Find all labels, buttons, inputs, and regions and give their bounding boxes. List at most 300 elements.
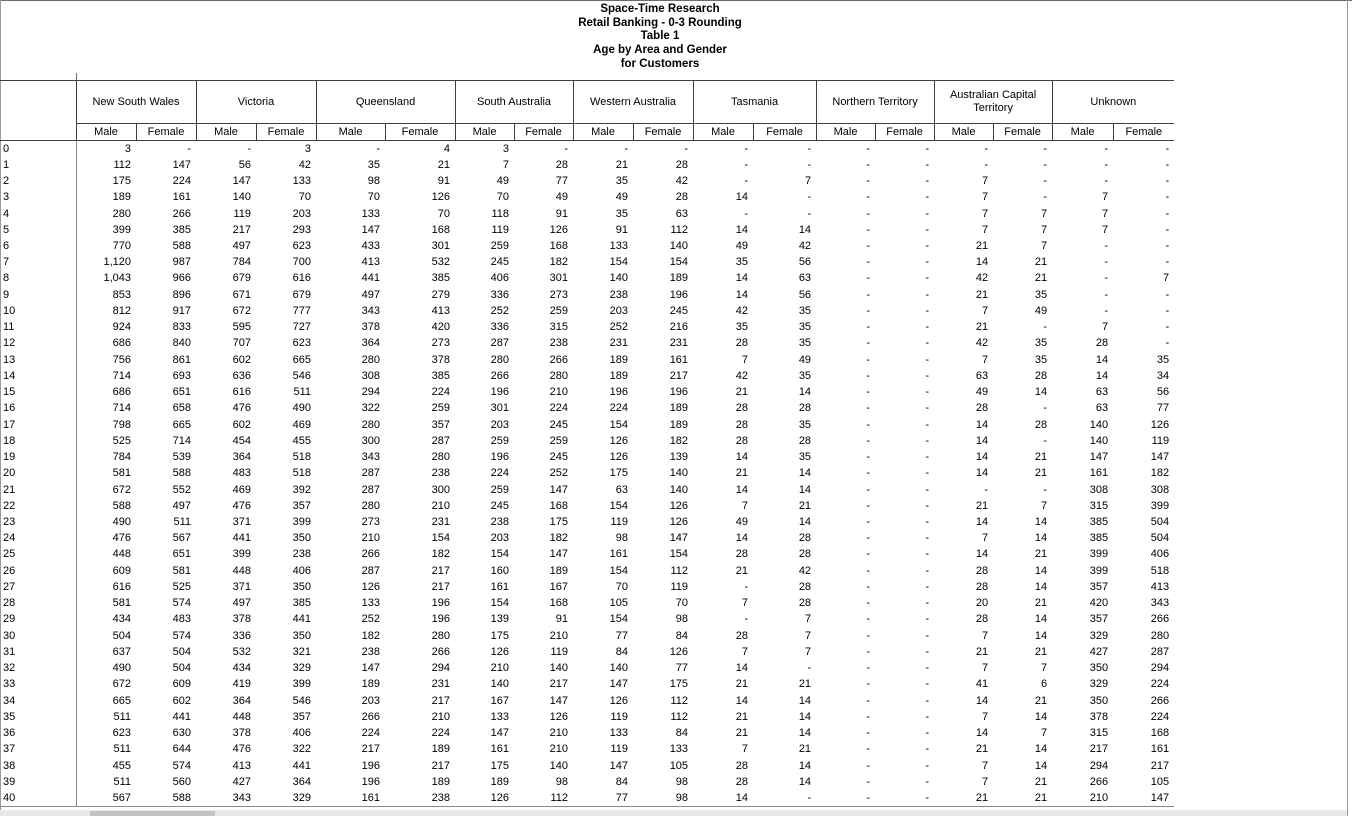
value-cell: - [807,662,812,675]
column-group-header: Unknown [1052,81,1174,124]
value-cell: - [866,451,871,464]
value-cell: 427 [1089,645,1109,658]
value-cell: - [744,207,749,220]
value-cell: 21 [615,158,629,171]
value-cell: 546 [292,694,312,707]
gender-column-header: Female [753,124,816,141]
value-cell: - [925,629,930,642]
value-cell: 245 [549,451,569,464]
value-cell: 413 [1150,580,1170,593]
title-line-app: Space-Time Research [600,3,720,15]
value-cell: - [744,613,749,626]
table-row [0,595,1174,611]
value-cell: - [744,142,749,155]
value-cell: 469 [232,483,251,496]
value-cell: 112 [670,694,689,707]
value-cell: 833 [172,321,191,334]
value-cell: 441 [292,613,312,626]
value-cell: 161 [490,743,510,756]
value-cell: 427 [232,775,251,788]
group-header-row [0,81,1174,124]
value-cell: 504 [172,662,191,675]
value-cell: 406 [490,272,510,285]
column-group-header: Northern Territory [816,81,934,124]
value-cell: - [866,678,871,691]
value-cell: 168 [549,597,569,610]
value-cell: 504 [1150,516,1170,528]
value-cell: - [807,191,812,204]
value-cell: 266 [490,369,510,382]
value-cell: 84 [675,727,689,740]
value-cell: 581 [112,467,131,480]
value-cell: - [1165,337,1170,350]
value-cell: 210 [361,532,381,545]
value-cell: 336 [232,629,251,642]
value-cell: 217 [1089,743,1109,756]
value-cell: 224 [172,175,191,188]
gender-column-header: Female [993,124,1052,141]
value-cell: 3 [304,142,312,155]
table-row [0,238,1174,254]
value-cell: 504 [1150,532,1170,545]
value-cell: 287 [361,483,381,496]
age-label: 30 [0,628,76,644]
value-cell: 161 [172,191,191,204]
table-row [0,741,1174,757]
value-cell: - [1165,321,1170,334]
value-cell: 28 [735,759,749,772]
title-line-table-name: Age by Area and Gender [593,44,727,57]
value-cell: 322 [292,743,312,756]
value-cell: - [866,597,871,610]
age-label: 17 [0,416,76,432]
value-cell: 105 [1150,775,1170,788]
value-cell: 399 [112,223,131,236]
value-cell: 154 [609,499,629,512]
value-cell: 112 [670,564,689,577]
value-cell: 182 [431,548,451,561]
age-label: 37 [0,741,76,757]
horizontal-scrollbar[interactable] [0,810,1347,816]
value-cell: 350 [292,580,312,593]
value-cell: 231 [431,678,451,691]
value-cell: 28 [798,548,812,561]
value-cell: 7 [741,353,749,366]
value-cell: 126 [669,516,689,528]
value-cell: 293 [292,223,312,236]
value-cell: - [376,142,381,155]
value-cell: 525 [172,580,191,593]
value-cell: 119 [610,516,629,528]
value-cell: 21 [1034,467,1048,480]
gender-column-header: Male [816,124,875,141]
value-cell: 552 [172,483,191,496]
value-cell: 21 [975,288,989,301]
value-cell: 7 [502,158,510,171]
value-cell: 35 [735,321,749,334]
value-cell: 7 [804,613,812,626]
value-cell: - [866,256,871,269]
value-cell: 175 [609,467,629,480]
value-cell: 280 [112,207,131,220]
value-cell: 7 [981,775,989,788]
value-cell: 280 [1150,629,1170,642]
value-cell: - [925,516,930,528]
table-row [0,660,1174,676]
value-cell: 210 [549,386,569,399]
value-cell: 21 [1034,272,1048,285]
value-cell: 378 [361,321,381,334]
value-cell: - [624,142,629,155]
age-label: 10 [0,303,76,319]
value-cell: 112 [670,223,689,236]
value-cell: 133 [609,240,629,253]
table-row [0,481,1174,497]
value-cell: - [187,142,191,155]
value-cell: - [925,272,930,285]
age-label: 29 [0,611,76,627]
value-cell: 336 [490,321,510,334]
value-cell: 182 [549,532,569,545]
age-label: 38 [0,757,76,773]
age-label: 25 [0,546,76,562]
age-label: 40 [0,790,76,806]
value-cell: - [866,694,871,707]
gender-column-header: Male [455,124,514,141]
value-cell: 7 [981,191,989,204]
value-cell: 84 [615,775,629,788]
value-cell: 665 [292,353,312,366]
value-cell: 238 [431,791,451,804]
value-cell: 4 [443,142,451,155]
value-cell: 315 [549,321,569,334]
value-cell: 21 [975,499,989,512]
gender-column-header: Female [633,124,693,141]
value-cell: 301 [490,402,510,415]
value-cell: 469 [292,418,312,431]
value-cell: 7 [981,532,989,545]
value-cell: 511 [113,710,131,723]
column-group-header: Australian Capital Territory [934,81,1052,124]
value-cell: 21 [735,678,749,691]
value-cell: 21 [735,467,749,480]
value-cell: 56 [798,288,812,301]
value-cell: 686 [112,337,131,350]
value-cell: 119 [233,207,251,220]
value-cell: 364 [361,337,381,350]
value-cell: 385 [1089,532,1109,545]
report-title-block [0,3,1320,72]
value-cell: - [925,386,930,399]
value-cell: 714 [112,402,131,415]
value-cell: 140 [669,240,689,253]
value-cell: 49 [1034,304,1048,317]
value-cell: 21 [975,321,989,334]
value-cell: 441 [232,532,251,545]
value-cell: 1,043 [103,272,131,285]
value-cell: 35 [798,337,812,350]
value-cell: 259 [490,483,510,496]
value-cell: 161 [490,580,510,593]
title-line-dataset: Retail Banking - 0-3 Rounding [578,16,742,29]
value-cell: 154 [609,418,629,431]
column-group-header: Victoria [196,81,316,124]
value-cell: 42 [975,272,989,285]
value-cell: - [866,418,871,431]
value-cell: 70 [675,597,689,610]
value-cell: 154 [490,597,510,610]
value-cell: 686 [112,386,131,399]
value-cell: 168 [431,223,451,236]
value-cell: - [984,142,989,155]
value-cell: 700 [292,256,312,269]
value-cell: 329 [292,791,312,804]
table-head [0,81,1174,141]
value-cell: 350 [1089,694,1109,707]
value-cell: 203 [490,418,510,431]
value-cell: - [866,662,871,675]
value-cell: 630 [172,727,191,740]
value-cell: 371 [232,516,251,528]
value-cell: 189 [669,272,689,285]
value-cell: - [807,791,812,804]
value-cell: 287 [431,434,451,447]
value-cell: 567 [112,791,131,804]
column-group-header: Queensland [316,81,455,124]
value-cell: 21 [1034,775,1048,788]
value-cell: 378 [232,613,251,626]
value-cell: 399 [1089,564,1109,577]
value-cell: 6 [1040,678,1048,691]
value-cell: 21 [798,678,812,691]
table-row [0,644,1174,660]
value-cell: 217 [1150,759,1170,772]
value-cell: 7 [741,597,749,610]
value-cell: - [744,175,749,188]
value-cell: 14 [1034,564,1048,577]
value-cell: 14 [1034,629,1048,642]
table-row [0,205,1174,221]
value-cell: 651 [172,386,191,399]
value-cell: 280 [361,353,381,366]
value-cell: 21 [1034,645,1048,658]
value-cell: 14 [975,548,989,561]
value-cell: 189 [609,353,629,366]
value-cell: 266 [1150,694,1170,707]
value-cell: 7 [981,223,989,236]
column-group-header: South Australia [455,81,573,124]
value-cell: 217 [431,759,451,772]
value-cell: 490 [112,516,131,528]
value-cell: 497 [361,288,381,301]
value-cell: 63 [615,483,629,496]
value-cell: 77 [615,791,629,804]
value-cell: 140 [490,678,510,691]
value-cell: 126 [490,645,510,658]
value-cell: 623 [292,240,312,253]
value-cell: 119 [610,710,629,723]
value-cell: 210 [549,727,569,740]
value-cell: 35 [1034,353,1048,366]
value-cell: 511 [113,743,131,756]
value-cell: 14 [1034,743,1048,756]
value-cell: 189 [669,402,689,415]
value-cell: 483 [172,613,191,626]
value-cell: 385 [431,369,451,382]
gender-column-header: Female [256,124,316,141]
value-cell: 161 [1150,743,1170,756]
value-cell: 259 [490,240,510,253]
value-cell: 518 [292,451,312,464]
value-cell: 14 [975,451,989,464]
value-cell: 147 [1150,451,1170,464]
value-cell: - [1043,483,1048,496]
value-cell: 203 [490,532,510,545]
value-cell: - [1104,175,1109,188]
value-cell: 987 [172,256,191,269]
value-cell: 35 [798,304,812,317]
value-cell: 476 [112,532,131,545]
value-cell: 49 [798,353,812,366]
value-cell: 399 [232,548,251,561]
value-cell: 147 [549,483,569,496]
value-cell: 581 [112,597,131,610]
value-cell: 210 [490,662,510,675]
value-cell: 280 [431,451,451,464]
value-cell: 21 [735,727,749,740]
horizontal-scrollbar-thumb[interactable] [90,811,215,816]
value-cell: 147 [669,532,689,545]
value-cell: 14 [735,694,749,707]
value-cell: 140 [669,483,689,496]
age-label: 2 [0,173,76,189]
value-cell: 378 [431,353,451,366]
value-cell: 532 [232,645,251,658]
value-cell: 98 [367,175,381,188]
column-group-header: Western Australia [573,81,693,124]
age-label: 3 [0,189,76,205]
table-row [0,692,1174,708]
value-cell: 511 [173,516,191,528]
value-cell: 217 [361,743,381,756]
value-cell: - [925,483,930,496]
value-cell: 245 [549,418,569,431]
value-cell: - [925,662,930,675]
age-column-header [0,81,76,141]
value-cell: 147 [549,694,569,707]
value-cell: - [925,791,930,804]
value-cell: 224 [1150,678,1170,691]
gender-column-header: Male [934,124,993,141]
value-cell: 196 [609,386,629,399]
value-cell: 644 [172,743,191,756]
value-cell: 28 [798,532,812,545]
value-cell: 280 [361,499,381,512]
value-cell: 7 [1162,272,1170,285]
value-cell: - [1043,402,1048,415]
value-cell: 154 [431,532,451,545]
value-cell: 7 [981,304,989,317]
value-cell: 7 [804,645,812,658]
value-cell: 238 [292,548,312,561]
value-cell: 483 [232,467,251,480]
value-cell: 266 [431,645,451,658]
value-cell: 357 [431,418,451,431]
gender-column-header: Female [136,124,196,141]
table-row [0,400,1174,416]
value-cell: 616 [232,386,251,399]
value-cell: 91 [555,613,569,626]
value-cell: 196 [669,288,689,301]
value-cell: 49 [975,386,989,399]
value-cell: 623 [292,337,312,350]
value-cell: 42 [298,158,312,171]
value-cell: 546 [292,369,312,382]
value-cell: 196 [431,597,451,610]
table-row [0,384,1174,400]
value-cell: 259 [549,434,569,447]
value-cell: 7 [1101,321,1109,334]
value-cell: 231 [609,337,629,350]
value-cell: 252 [490,304,510,317]
value-cell: 7 [741,499,749,512]
table-row [0,709,1174,725]
value-cell: - [866,304,871,317]
value-cell: 35 [1034,288,1048,301]
value-cell: 770 [112,240,131,253]
value-cell: 21 [437,158,451,171]
value-cell: 168 [549,499,569,512]
value-cell: 7 [981,207,989,220]
value-cell: 147 [549,548,569,561]
table-row [0,611,1174,627]
value-cell: 154 [609,564,629,577]
value-cell: - [866,743,871,756]
age-label: 8 [0,270,76,286]
value-cell: 357 [292,499,312,512]
value-cell: 315 [1089,499,1109,512]
value-cell: 105 [669,759,689,772]
value-cell: 7 [1101,207,1109,220]
age-label: 24 [0,530,76,546]
value-cell: - [925,418,930,431]
gender-column-header: Female [875,124,934,141]
value-cell: 196 [361,775,381,788]
age-label: 32 [0,660,76,676]
value-cell: 329 [1089,629,1109,642]
value-cell: 168 [1150,727,1170,740]
value-cell: 238 [490,516,510,528]
value-cell: 7 [1040,240,1048,253]
value-cell: - [1104,240,1109,253]
value-cell: 147 [1150,791,1170,804]
gender-column-header: Male [316,124,385,141]
value-cell: 7 [981,629,989,642]
value-cell: 56 [798,256,812,269]
value-cell: 126 [490,791,510,804]
gender-column-header: Male [196,124,256,141]
value-cell: 161 [669,353,689,366]
value-cell: 133 [490,710,510,723]
age-label: 15 [0,384,76,400]
value-cell: 35 [798,418,812,431]
value-cell: 91 [615,223,629,236]
value-cell: - [866,321,871,334]
value-cell: 140 [1089,418,1109,431]
value-cell: 7 [1040,223,1048,236]
value-cell: - [925,548,930,561]
value-cell: - [866,434,871,447]
